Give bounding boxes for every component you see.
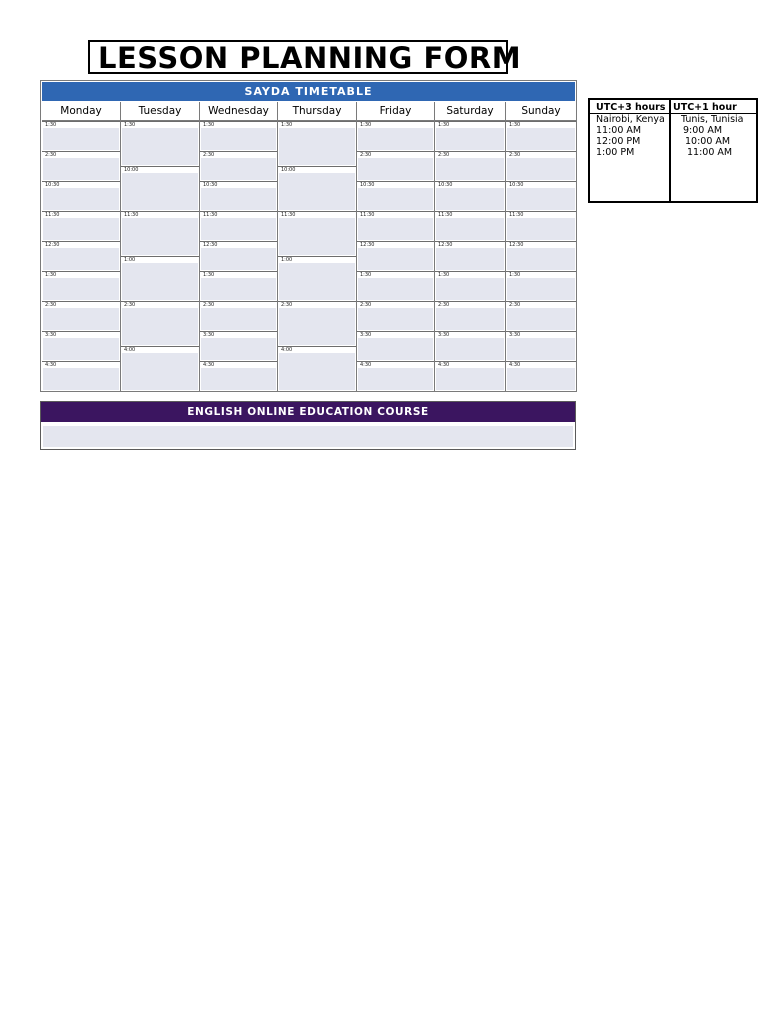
- timezone-time: 11:00 AM: [687, 147, 733, 158]
- slot-time: 1:30: [360, 272, 372, 278]
- slot-time: 2:30: [281, 302, 293, 308]
- slot-entry[interactable]: [436, 158, 504, 180]
- slot-time: 3:30: [203, 332, 215, 338]
- day-header-saturday: Saturday: [435, 102, 506, 121]
- slot-entry[interactable]: [201, 278, 276, 300]
- timezone-header: [671, 100, 756, 114]
- time-slot[interactable]: [200, 361, 277, 391]
- slot-time: 1:00: [124, 257, 136, 263]
- time-slot[interactable]: [200, 301, 277, 331]
- time-slot[interactable]: [435, 241, 505, 271]
- slot-time: 1:30: [438, 272, 450, 278]
- slot-entry[interactable]: [436, 368, 504, 390]
- time-slot[interactable]: [506, 331, 576, 361]
- slot-entry[interactable]: [122, 128, 198, 165]
- time-slot[interactable]: [357, 361, 434, 391]
- timezone-time: 11:00 AM: [596, 125, 642, 136]
- time-slot[interactable]: [435, 301, 505, 331]
- slot-entry[interactable]: [507, 128, 575, 150]
- timezone-location: Tunis, Tunisia: [681, 114, 744, 125]
- time-slot[interactable]: [200, 271, 277, 301]
- slot-entry[interactable]: [43, 308, 119, 330]
- course-title: ENGLISH ONLINE EDUCATION COURSE: [41, 402, 575, 422]
- slot-entry[interactable]: [201, 248, 276, 270]
- slot-entry[interactable]: [358, 218, 433, 240]
- time-slot[interactable]: [506, 211, 576, 241]
- slot-time: 10:30: [360, 182, 375, 188]
- slot-entry[interactable]: [507, 278, 575, 300]
- slot-time: 1:30: [281, 122, 293, 128]
- slot-entry[interactable]: [279, 128, 355, 165]
- slot-time: 2:30: [360, 302, 372, 308]
- slot-time: 11:30: [360, 212, 375, 218]
- time-slot[interactable]: [357, 301, 434, 331]
- slot-entry[interactable]: [43, 128, 119, 150]
- time-slot[interactable]: [121, 211, 199, 256]
- slot-entry[interactable]: [358, 158, 433, 180]
- slot-entry[interactable]: [436, 248, 504, 270]
- slot-entry[interactable]: [358, 278, 433, 300]
- time-slot[interactable]: [278, 346, 356, 391]
- time-slot[interactable]: [506, 181, 576, 211]
- day-column-thursday: [278, 121, 357, 391]
- time-slot[interactable]: [42, 211, 120, 241]
- slot-entry[interactable]: [201, 308, 276, 330]
- time-slot[interactable]: [200, 241, 277, 271]
- day-column-sunday: [506, 121, 576, 391]
- time-slot[interactable]: [278, 301, 356, 346]
- slot-time: 10:30: [45, 182, 60, 188]
- slot-entry[interactable]: [122, 308, 198, 345]
- slot-time: 12:30: [360, 242, 375, 248]
- slot-time: 2:30: [438, 152, 450, 158]
- slot-time: 12:30: [45, 242, 60, 248]
- day-header-monday: Monday: [42, 102, 121, 121]
- slot-entry[interactable]: [358, 338, 433, 360]
- slot-entry[interactable]: [358, 188, 433, 210]
- slot-time: 4:00: [124, 347, 136, 353]
- slot-time: 11:30: [281, 212, 296, 218]
- slot-entry[interactable]: [122, 218, 198, 255]
- slot-time: 1:30: [360, 122, 372, 128]
- slot-time: 3:30: [509, 332, 521, 338]
- slot-entry[interactable]: [507, 308, 575, 330]
- slot-time: 2:30: [124, 302, 136, 308]
- slot-time: 2:30: [203, 152, 215, 158]
- time-slot[interactable]: [435, 271, 505, 301]
- slot-time: 1:30: [509, 272, 521, 278]
- time-slot[interactable]: [506, 121, 576, 151]
- slot-entry[interactable]: [507, 188, 575, 210]
- time-slot[interactable]: [121, 166, 199, 211]
- day-column-tuesday: [121, 121, 200, 391]
- slot-time: 11:30: [203, 212, 218, 218]
- slot-time: 10:30: [438, 182, 453, 188]
- slot-time: 11:30: [509, 212, 524, 218]
- timezone-column-tunis: [671, 100, 756, 201]
- slot-time: 1:30: [45, 122, 57, 128]
- slot-time: 1:00: [281, 257, 293, 263]
- time-slot[interactable]: [435, 331, 505, 361]
- day-header-thursday: Thursday: [278, 102, 357, 121]
- time-slot[interactable]: [121, 301, 199, 346]
- timezone-table: [588, 98, 758, 203]
- slot-time: 10:30: [203, 182, 218, 188]
- time-slot[interactable]: [357, 241, 434, 271]
- slot-entry[interactable]: [201, 128, 276, 150]
- slot-entry[interactable]: [122, 353, 198, 390]
- time-slot[interactable]: [278, 211, 356, 256]
- slot-entry[interactable]: [43, 158, 119, 180]
- slot-entry[interactable]: [122, 263, 198, 300]
- day-column-wednesday: [200, 121, 278, 391]
- time-slot[interactable]: [42, 271, 120, 301]
- slot-entry[interactable]: [122, 173, 198, 210]
- slot-entry[interactable]: [43, 248, 119, 270]
- time-slot[interactable]: [357, 331, 434, 361]
- slot-time: 4:30: [438, 362, 450, 368]
- time-slot[interactable]: [506, 241, 576, 271]
- timetable: [40, 80, 577, 392]
- time-slot[interactable]: [357, 151, 434, 181]
- slot-entry[interactable]: [358, 128, 433, 150]
- slot-time: 3:30: [360, 332, 372, 338]
- timezone-column-nairobi: [590, 100, 671, 201]
- slot-time: 12:30: [509, 242, 524, 248]
- slot-entry[interactable]: [507, 338, 575, 360]
- slot-time: 4:30: [360, 362, 372, 368]
- slot-time: 2:30: [360, 152, 372, 158]
- time-slot[interactable]: [200, 121, 277, 151]
- timezone-time: 9:00 AM: [683, 125, 723, 136]
- timezone-time: 10:00 AM: [685, 136, 731, 147]
- day-header-sunday: Sunday: [506, 102, 576, 121]
- form-title: LESSON PLANNING FORM: [88, 40, 508, 74]
- slot-entry[interactable]: [436, 278, 504, 300]
- slot-time: 11:30: [124, 212, 139, 218]
- slot-time: 3:30: [45, 332, 57, 338]
- day-header-friday: Friday: [357, 102, 435, 121]
- time-slot[interactable]: [200, 151, 277, 181]
- slot-entry[interactable]: [43, 338, 119, 360]
- timezone-offset: UTC+1 hour: [673, 102, 737, 113]
- time-slot[interactable]: [357, 121, 434, 151]
- time-slot[interactable]: [42, 121, 120, 151]
- slot-time: 1:30: [203, 272, 215, 278]
- slot-entry[interactable]: [358, 308, 433, 330]
- time-slot[interactable]: [200, 331, 277, 361]
- slot-entry[interactable]: [436, 338, 504, 360]
- time-slot[interactable]: [121, 121, 199, 166]
- slot-entry[interactable]: [43, 188, 119, 210]
- time-slot[interactable]: [42, 361, 120, 391]
- slot-entry[interactable]: [507, 368, 575, 390]
- slot-entry[interactable]: [201, 218, 276, 240]
- time-slot[interactable]: [42, 151, 120, 181]
- time-slot[interactable]: [506, 151, 576, 181]
- slot-time: 1:30: [509, 122, 521, 128]
- slot-time: 1:30: [203, 122, 215, 128]
- time-slot[interactable]: [42, 241, 120, 271]
- timezone-offset: UTC+3 hours: [596, 102, 666, 113]
- time-slot[interactable]: [42, 331, 120, 361]
- slot-time: 11:30: [438, 212, 453, 218]
- slot-entry[interactable]: [358, 248, 433, 270]
- slot-entry[interactable]: [201, 368, 276, 390]
- timetable-title: SAYDA TIMETABLE: [42, 82, 575, 101]
- day-header-wednesday: Wednesday: [200, 102, 278, 121]
- slot-entry[interactable]: [436, 218, 504, 240]
- slot-entry[interactable]: [43, 368, 119, 390]
- timezone-header: [590, 100, 669, 114]
- time-slot[interactable]: [357, 211, 434, 241]
- time-slot[interactable]: [278, 166, 356, 211]
- slot-time: 12:30: [203, 242, 218, 248]
- slot-time: 2:30: [509, 152, 521, 158]
- timezone-time: 12:00 PM: [596, 136, 641, 147]
- slot-time: 4:00: [281, 347, 293, 353]
- slot-time: 12:30: [438, 242, 453, 248]
- slot-time: 2:30: [438, 302, 450, 308]
- time-slot[interactable]: [506, 301, 576, 331]
- day-column-friday: [357, 121, 435, 391]
- slot-entry[interactable]: [201, 158, 276, 180]
- time-slot[interactable]: [121, 256, 199, 301]
- slot-time: 2:30: [45, 302, 57, 308]
- course-box: [40, 401, 576, 450]
- time-slot[interactable]: [357, 271, 434, 301]
- slot-entry[interactable]: [201, 188, 276, 210]
- time-slot[interactable]: [435, 121, 505, 151]
- time-slot[interactable]: [278, 256, 356, 301]
- day-column-monday: [42, 121, 121, 391]
- slot-entry[interactable]: [507, 158, 575, 180]
- time-slot[interactable]: [200, 181, 277, 211]
- slot-time: 3:30: [438, 332, 450, 338]
- slot-entry[interactable]: [201, 338, 276, 360]
- slot-time: 4:30: [203, 362, 215, 368]
- course-notes-field[interactable]: [43, 426, 573, 447]
- slot-time: 10:00: [124, 167, 139, 173]
- slot-entry[interactable]: [507, 218, 575, 240]
- slot-time: 10:00: [281, 167, 296, 173]
- slot-entry[interactable]: [358, 368, 433, 390]
- time-slot[interactable]: [506, 271, 576, 301]
- time-slot[interactable]: [435, 181, 505, 211]
- timezone-time: 1:00 PM: [596, 147, 635, 158]
- time-slot[interactable]: [121, 346, 199, 391]
- slot-time: 2:30: [509, 302, 521, 308]
- slot-time: 1:30: [438, 122, 450, 128]
- slot-entry[interactable]: [279, 308, 355, 345]
- timezone-location: Nairobi, Kenya: [596, 114, 665, 125]
- time-slot[interactable]: [42, 301, 120, 331]
- slot-entry[interactable]: [43, 218, 119, 240]
- time-slot[interactable]: [42, 181, 120, 211]
- time-slot[interactable]: [506, 361, 576, 391]
- day-header-tuesday: Tuesday: [121, 102, 200, 121]
- slot-time: 11:30: [45, 212, 60, 218]
- slot-time: 4:30: [45, 362, 57, 368]
- slot-entry[interactable]: [436, 128, 504, 150]
- slot-time: 4:30: [509, 362, 521, 368]
- time-slot[interactable]: [357, 181, 434, 211]
- time-slot[interactable]: [435, 151, 505, 181]
- slot-time: 10:30: [509, 182, 524, 188]
- slot-time: 2:30: [203, 302, 215, 308]
- day-column-saturday: [435, 121, 506, 391]
- time-slot[interactable]: [278, 121, 356, 166]
- slot-entry[interactable]: [436, 308, 504, 330]
- slot-time: 2:30: [45, 152, 57, 158]
- slot-time: 1:30: [45, 272, 57, 278]
- time-slot[interactable]: [435, 361, 505, 391]
- slot-entry[interactable]: [279, 173, 355, 210]
- slot-entry[interactable]: [436, 188, 504, 210]
- slot-entry[interactable]: [43, 278, 119, 300]
- slot-entry[interactable]: [279, 218, 355, 255]
- slot-entry[interactable]: [279, 263, 355, 300]
- slot-time: 1:30: [124, 122, 136, 128]
- slot-entry[interactable]: [279, 353, 355, 390]
- time-slot[interactable]: [200, 211, 277, 241]
- slot-entry[interactable]: [507, 248, 575, 270]
- time-slot[interactable]: [435, 211, 505, 241]
